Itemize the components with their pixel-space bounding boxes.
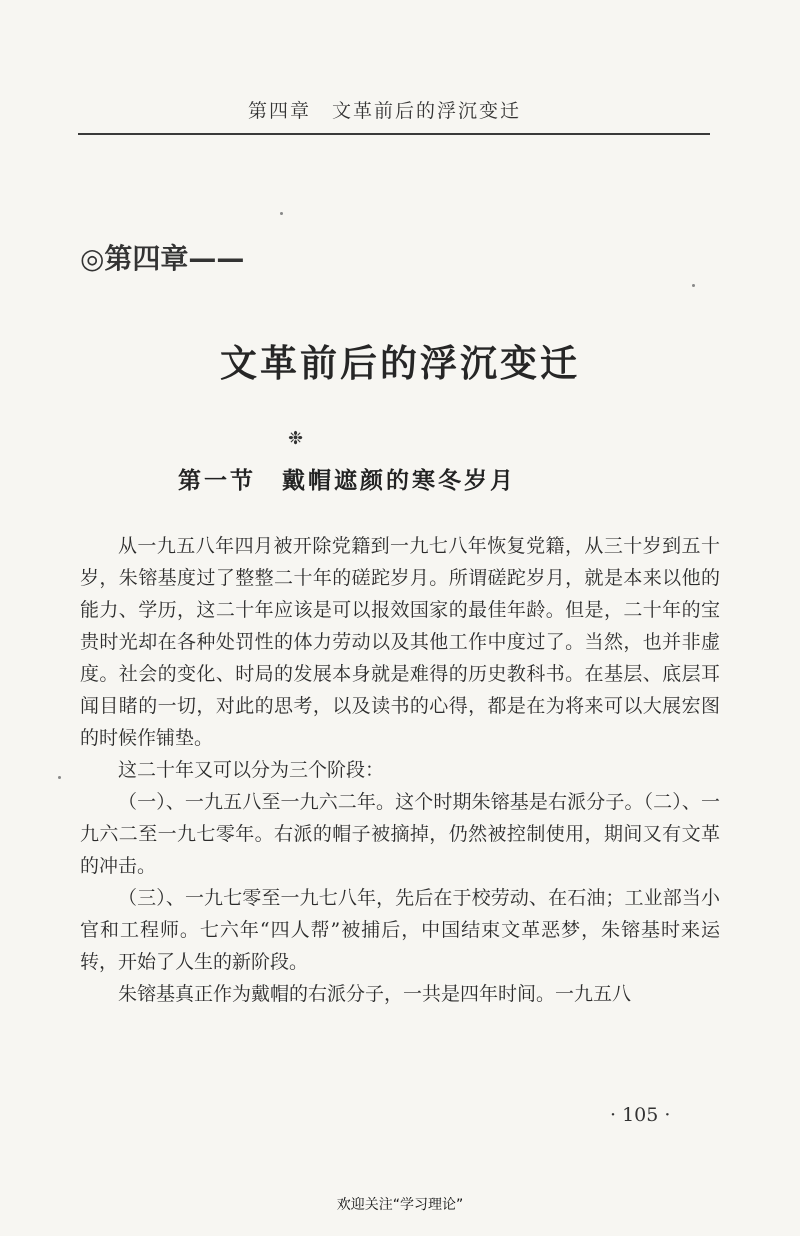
footer-note: 欢迎关注“学习理论” — [336, 1197, 464, 1213]
section-heading — [178, 462, 516, 495]
scan-speck — [692, 284, 695, 287]
paragraph: 朱镕基真正作为戴帽的右派分子，一共是四年时间。一九五八 — [118, 983, 632, 1005]
running-header: 第四章 文革前后的浮沉变迁 — [248, 100, 522, 122]
body-text — [80, 530, 720, 1010]
page-number: · 105 · — [610, 1104, 671, 1126]
section-title: 戴帽遮颜的寒冬岁月 — [282, 467, 516, 494]
paragraph: 从一九五八年四月被开除党籍到一九七八年恢复党籍，从三十岁到五十岁，朱镕基度过了整整二十年的磋跎岁月。所谓磋跎岁月，就是本来以他的能力、学历，这二十年应该是可以报效国家的最佳年龄。但是，二十年的宝贵时光却在各种处罚性的体力劳动以及其他工作中度过了。当然，也并非虚度。社会的变化、时局的发展本身就是难得的历史教科书。在基层、底层耳闻目睹的一切，对此的思考，以及读书的心得，都是在为将来可以大展宏图的时候作铺垫。 — [80, 535, 720, 749]
flower-ornament-icon: ❉ — [288, 428, 304, 449]
chapter-title: 文革前后的浮沉变迁 — [220, 341, 580, 385]
paragraph: （一）、一九五八至一九六二年。这个时期朱镕基是右派分子。（二）、一九六二至一九七零年。右派的帽子被摘掉，仍然被控制使用，期间又有文革的冲击。 — [80, 791, 720, 877]
scan-speck — [58, 776, 61, 779]
section-number: 第一节 — [178, 467, 256, 494]
chapter-label: ◎第四章—— — [80, 242, 245, 275]
scan-speck — [280, 212, 283, 215]
header-rule — [78, 133, 710, 135]
paragraph: 这二十年又可以分为三个阶段： — [118, 759, 385, 781]
paragraph: （三）、一九七零至一九七八年，先后在于校劳动、在石油；工业部当小官和工程师。七六年“四人帮”被捕后，中国结束文革恶梦，朱镕基时来运转，开始了人生的新阶段。 — [80, 887, 720, 973]
